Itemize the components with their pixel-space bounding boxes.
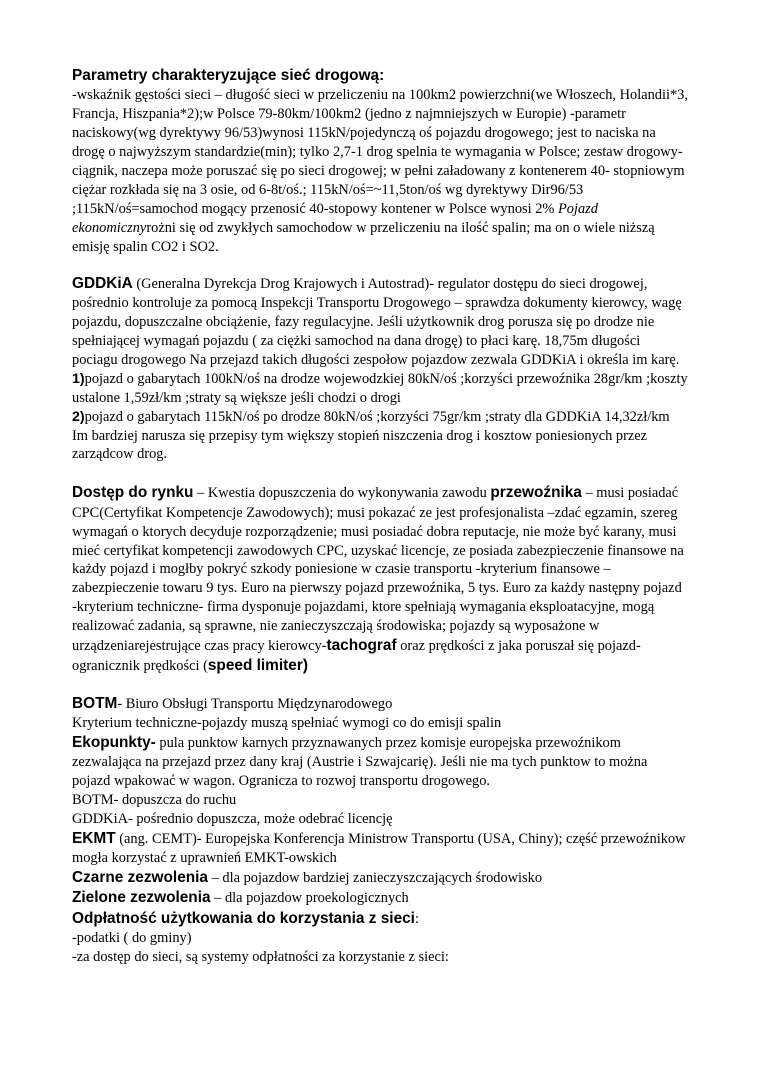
- body-ekopunkty: pula punktow karnych przyznawanych przez komisje europejska przewoźnikom zezwalająca na przejazd przez dany kraj (Austrie i Szwajcarię). Jeśli nie ma tych punktow to można pojazd wpakować w wagon. Ogranicza to rozwoj transportu drogowego.: [72, 734, 648, 790]
- body-zielone-zezwolenia: – dla pojazdow proekologicznych: [210, 890, 409, 907]
- list-marker-2: 2): [72, 408, 85, 425]
- body-gddkia: (Generalna Dyrekcja Drog Krajowych i Autostrad)- regulator dostępu do sieci drogowej, pośrednio kontroluje za pomocą Inspekcji Transportu Drogowego – sprawdza dokumenty kierowcy, wagę pojazdu, dopuszczalne obciążenie, fazy regulacyjne. Jeśli użytkownik drog porusza się po drodze nie spełniającej wymagań pojazdu ( za ciężki samochod na dana drogę) to płaci karę. 18,75m długości pociagu drogowego Na przejazd takich długości zespołow pojazdow zezwala GDDKiA i określa im karę.: [72, 275, 682, 368]
- inline-bold-speed-limiter: speed limiter): [207, 657, 308, 675]
- body-market-access-1: – Kwestia dopuszczenia do wykonywania zawodu: [193, 485, 491, 502]
- body-gddkia-admits: GDDKiA- pośrednio dopuszcza, może odebrać licencję: [72, 810, 393, 827]
- heading-gddkia: GDDKiA: [72, 274, 133, 292]
- body-market-access-2: – musi posiadać CPC(Certyfikat Kompetencje Zawodowych); musi pokazać ze jest profesjonalista –zdać egzamin, szereg wymagań o ktorych decyduje rozporządzenie; musi posiadać dobra reputacje, nie może być karany, musi mieć certyfikat kompetencji zawodowych CPC, uzyskać licencje, ze posiada zabezpieczenie finansowe na każdy pojazd i mogłby pokryć szkody poniesione w czasie transportu -kryterium finansowe – zabezpieczenie towaru 9 tys. Euro na pierwszy pojazd przewoźnika, 5 tys. Euro za każdy następny pojazd -kryterium techniczne- firma dysponuje pojazdami, ktore spełniają wymagania eksploatacyjne, mogą realizować zadania, są sprawne, nie zanieczyszczają środowiska; pojazdy są wyposażone w urządzeniarejestrujące czas pracy kierowcy-: [72, 485, 684, 655]
- heading-market-access: Dostęp do rynku: [72, 484, 194, 502]
- section-podatki: [72, 929, 688, 948]
- body-oplatnosc: :: [414, 910, 419, 927]
- list-marker-1: 1): [72, 370, 85, 387]
- body-botm-admits: BOTM- dopuszcza do ruchu: [72, 792, 237, 808]
- heading-zielone-zezwolenia: Zielone zezwolenia: [72, 889, 211, 907]
- section-oplatnosc: [72, 909, 688, 929]
- inline-bold-carrier: przewoźnika: [490, 484, 582, 502]
- body-czarne-zezwolenia: – dla pojazdow bardziej zanieczyszczających środowisko: [208, 870, 543, 887]
- section-road-network-params: [72, 66, 688, 86]
- body-podatki: -podatki ( do gminy): [72, 929, 192, 946]
- section-point-2: [72, 408, 688, 465]
- inline-bold-tachograph: tachograf: [326, 637, 397, 655]
- body-point-2: pojazd o gabarytach 115kN/oś po drodze 80kN/oś ;korzyści 75gr/km ;straty dla GDDKiA 14,32zł/km Im bardziej narusza się przepisy tym większy stopień niszczenia drog i kosztow poniesionych przez zarządcow drog.: [72, 408, 670, 463]
- section-czarne-zezwolenia: [72, 868, 688, 888]
- body-botm: - Biuro Obsługi Transportu Międzynarodowego: [117, 695, 393, 712]
- section-point-1: [72, 370, 688, 408]
- heading-ekmt: EKMT: [72, 829, 116, 847]
- body-ekmt: (ang. CEMT)- Europejska Konferencja Ministrow Transportu (USA, Chiny); część przewoźnikow mogła korzystać z uprawnień EMKT-owskich: [72, 830, 686, 867]
- section-gddkia-admits: [72, 810, 688, 829]
- section-ekopunkty: [72, 733, 688, 791]
- section-dostep-sieci: [72, 948, 688, 967]
- heading-ekopunkty: Ekopunkty-: [72, 733, 156, 751]
- section-botm-criteria: [72, 714, 688, 733]
- heading-czarne-zezwolenia: Czarne zezwolenia: [72, 869, 208, 887]
- section-botm: [72, 694, 688, 714]
- body-point-1: pojazd o gabarytach 100kN/oś na drodze wojewodzkiej 80kN/oś ;korzyści przewoźnika 28gr/km ;koszty ustalone 1,59zł/km ;straty są większe jeśli chodzi o drogi: [72, 370, 688, 406]
- section-gddkia: [72, 274, 688, 370]
- section-market-access: [72, 483, 688, 676]
- heading-botm: BOTM: [72, 694, 118, 712]
- section-ekmt: [72, 829, 688, 868]
- heading-road-network-params: Parametry charakteryzujące sieć drogową:: [72, 67, 385, 84]
- body-tail: rożni się od zwykłych samochodow w przeliczeniu na ilość spalin; ma on o wiele niższą emisję spalin CO2 i SO2.: [72, 219, 655, 255]
- body-market-access-3: oraz prędkości z jaka poruszał się pojazd-ogranicznik prędkości (: [72, 638, 641, 675]
- body-dostep-sieci: -za dostęp do sieci, są systemy odpłatności za korzystanie z sieci:: [72, 948, 449, 965]
- section-botm-admits: [72, 791, 688, 810]
- paragraph-road-network-params: [72, 86, 688, 256]
- body-botm-criteria: Kryterium techniczne-pojazdy muszą spełniać wymogi co do emisji spalin: [72, 714, 502, 731]
- heading-oplatnosc: Odpłatność użytkowania do korzystania z sieci: [72, 909, 415, 927]
- section-zielone-zezwolenia: [72, 888, 688, 908]
- body-text: -wskaźnik gęstości sieci – długość sieci w przeliczeniu na 100km2 powierzchni(we Włoszech, Holandii*3, Francja, Hiszpania*2);w Polsce 79-80km/100km2 (jedno z najmniejszych w Europie) -parametr naciskowy(wg dyrektywy 96/53)wynosi 115kN/pojedynczą oś pojazdu drogowego; jest to naciska na drogę o najwyższym standardzie(min); tylko 2,7-1 drog spelnia te wymagania w Polsce; zestaw drogowy-ciągnik, naczepa może poruszać się po sieci drogowej; w pełni załadowany z kontenerem 40- stopniowym ciężar rozkłada się na 3 osie, od 6-8t/oś.; 115kN/oś=~11,5ton/oś wg dyrektywy Dir96/53 ;115kN/oś=samochod mogący przenosić 40-stopowy kontener w Polsce wynosi 2%: [72, 87, 688, 217]
- body-italic: Pojazd ekonomiczny: [72, 200, 598, 236]
